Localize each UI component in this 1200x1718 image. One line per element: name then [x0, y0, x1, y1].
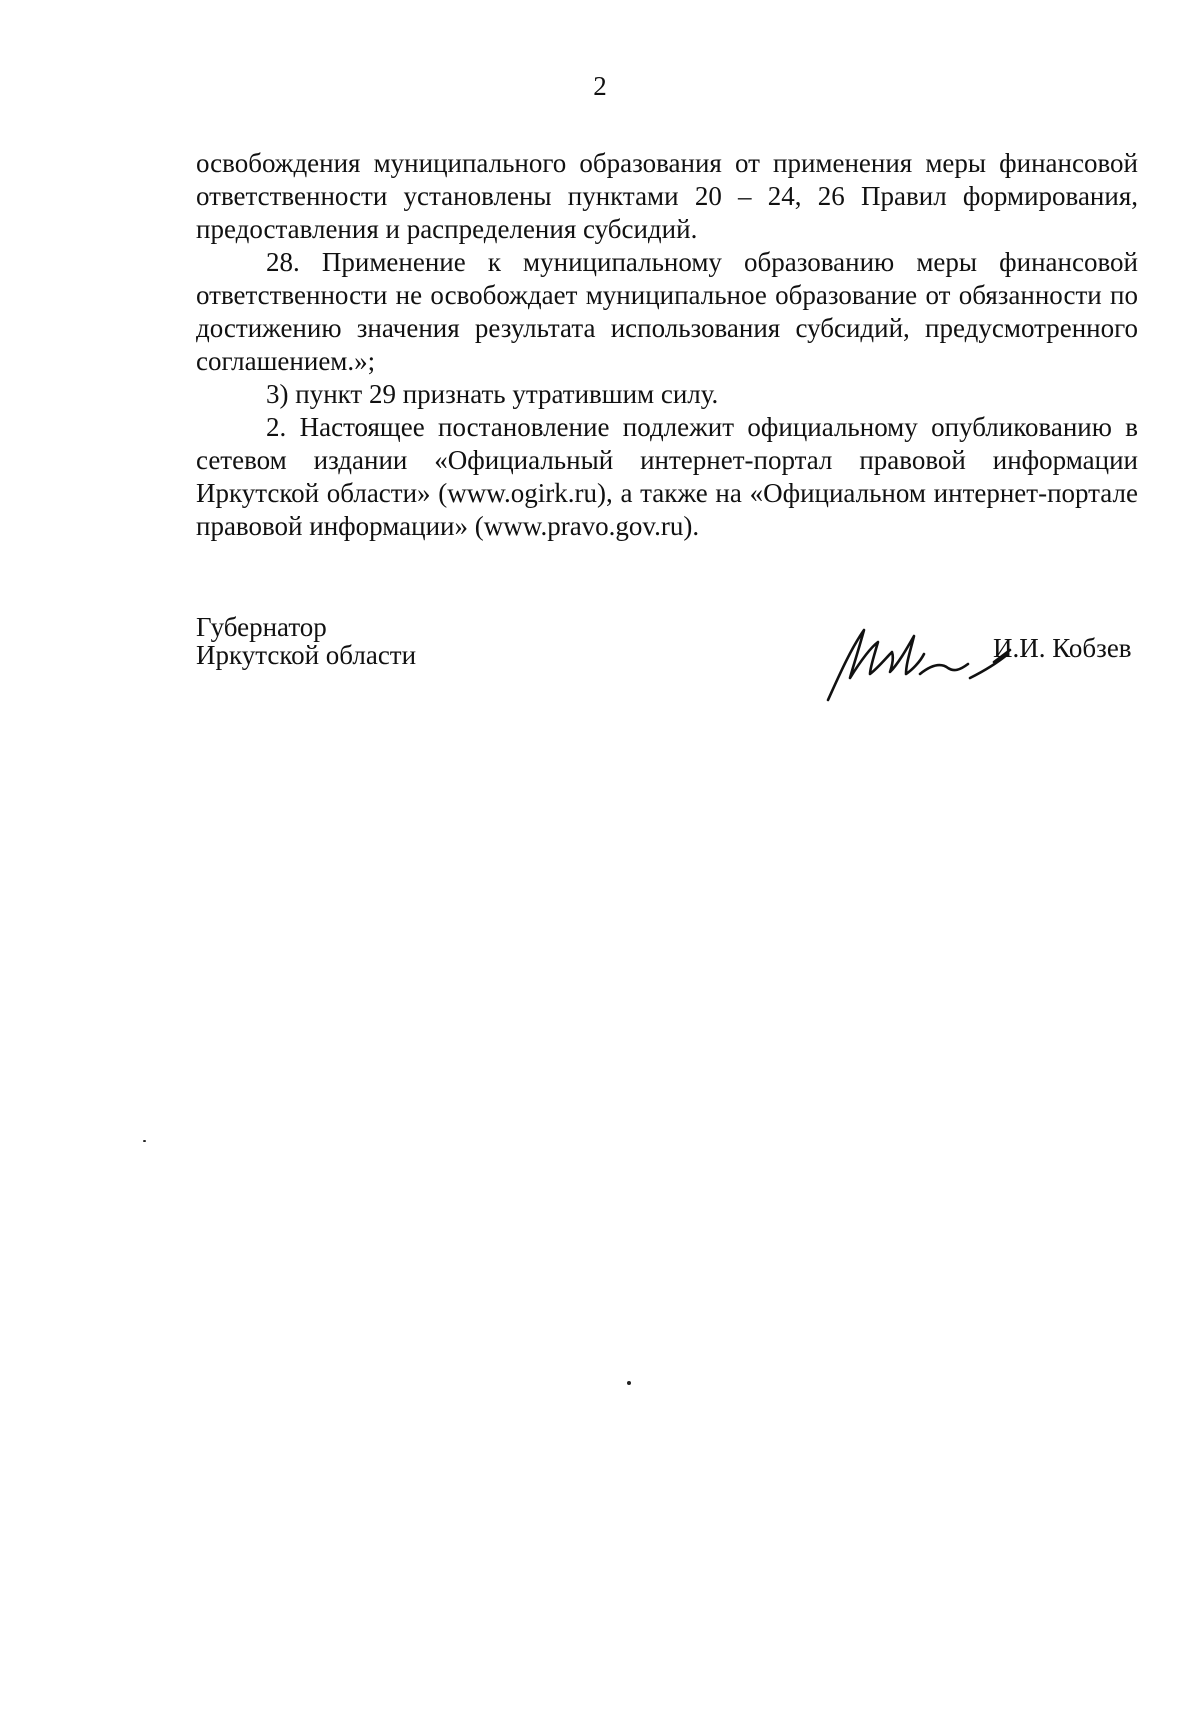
document-body	[196, 147, 1138, 543]
handwritten-signature	[820, 618, 1020, 708]
scan-speck	[143, 1140, 146, 1142]
scan-speck	[627, 1381, 631, 1385]
signatory-position	[196, 613, 416, 669]
paragraph-publication: 2. Настоящее постановление подлежит официальному опубликованию в сетевом издании «Официальный интернет-портал правовой информации Иркутской области» (www.ogirk.ru), а также на «Официальном интернет-портале правовой информации» (www.pravo.gov.ru).	[196, 412, 1138, 541]
signatory-name: И.И. Кобзев	[993, 633, 1132, 663]
signatory-region: Иркутской области	[196, 640, 417, 670]
page-number: 2	[593, 71, 607, 101]
paragraph-continuation: освобождения муниципального образования от применения меры финансовой ответственности установлены пунктами 20 – 24, 26 Правил формирования, предоставления и распределения субсидий.	[196, 148, 1138, 244]
signatory-title: Губернатор	[196, 612, 327, 642]
paragraph-item-3: 3) пункт 29 признать утратившим силу.	[266, 379, 719, 409]
paragraph-item-28: 28. Применение к муниципальному образованию меры финансовой ответственности не освобождает муниципальное образование от обязанности по достижению значения результата использования субсидий, предусмотренного соглашением.»;	[196, 247, 1138, 376]
